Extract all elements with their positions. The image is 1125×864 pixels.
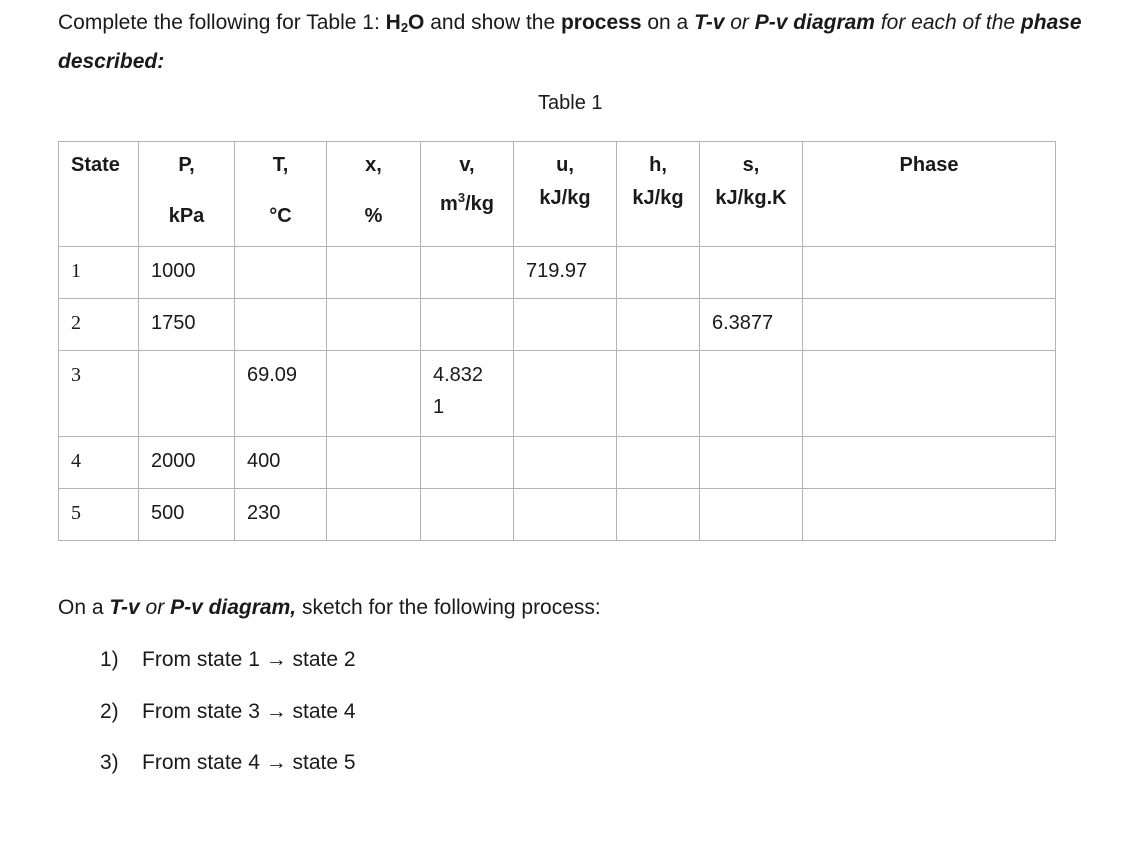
cell-enthalpy (617, 247, 700, 299)
intro-text: Complete the following for Table 1: (58, 11, 386, 34)
process-list (100, 648, 356, 803)
cell-internal-energy: 719.97 (514, 247, 617, 299)
table-row-state-4 (59, 437, 1056, 489)
emphasis-phase: phase described: (58, 11, 1082, 73)
list-item: 3) From state 4 → state 5 (100, 751, 356, 774)
cell-specific-volume (421, 299, 514, 351)
emphasis-pv: P-v diagram (754, 11, 875, 34)
cell-enthalpy (617, 437, 700, 489)
cell-temperature: 69.09 (235, 351, 327, 437)
table-row-state-5 (59, 489, 1056, 541)
emphasis-pv: P-v diagram, (170, 596, 297, 619)
cell-pressure: 1750 (139, 299, 235, 351)
formula: $H_2O$ (385, 11, 425, 35)
header-enthalpy: h, kJ/kg (617, 142, 700, 247)
cell-phase (803, 489, 1056, 541)
header-specific-volume: v, $m^3/kg$ (421, 142, 514, 247)
cell-enthalpy (617, 351, 700, 437)
header-pressure: P, kPa (139, 142, 235, 247)
cell-phase (803, 299, 1056, 351)
header-entropy: s, kJ/kg.K (700, 142, 803, 247)
cell-entropy (700, 351, 803, 437)
emphasis-tv: T-v (109, 596, 140, 619)
cell-internal-energy (514, 299, 617, 351)
cell-state: 2 (59, 299, 139, 351)
cell-pressure: 2000 (139, 437, 235, 489)
cell-temperature: 400 (235, 437, 327, 489)
sketch-instruction: On a T-v or P-v diagram, sketch for the following process: (58, 596, 601, 619)
cell-internal-energy (514, 351, 617, 437)
table-row-state-2 (59, 299, 1056, 351)
cell-specific-volume (421, 489, 514, 541)
cell-entropy (700, 437, 803, 489)
cell-quality (327, 299, 421, 351)
cell-internal-energy (514, 489, 617, 541)
cell-temperature: 230 (235, 489, 327, 541)
cell-quality (327, 247, 421, 299)
list-item: 2) From state 3 → state 4 (100, 699, 356, 723)
table-caption: Table 1 (538, 92, 603, 114)
table-row-state-3 (59, 351, 1056, 437)
emphasis-tv: T-v (694, 11, 725, 34)
list-item: 1) From state 1 → state 2 (100, 648, 356, 671)
cell-state: 3 (59, 351, 139, 437)
header-temperature: T, °C (235, 142, 327, 247)
header-quality: x, % (327, 142, 421, 247)
cell-state: 4 (59, 437, 139, 489)
cell-quality (327, 489, 421, 541)
cell-specific-volume (421, 247, 514, 299)
cell-phase (803, 351, 1056, 437)
cell-enthalpy (617, 489, 700, 541)
cell-entropy (700, 489, 803, 541)
cell-specific-volume: 4.832 1 (421, 351, 514, 437)
cell-phase (803, 437, 1056, 489)
cell-temperature (235, 299, 327, 351)
emphasis-process: process (560, 11, 642, 34)
cell-entropy (700, 247, 803, 299)
cell-enthalpy (617, 299, 700, 351)
header-phase: Phase (803, 142, 1056, 247)
table-row-state-1 (59, 247, 1056, 299)
cell-entropy: 6.3877 (700, 299, 803, 351)
cell-temperature (235, 247, 327, 299)
cell-state: 1 (59, 247, 139, 299)
cell-pressure (139, 351, 235, 437)
cell-pressure: 500 (139, 489, 235, 541)
header-internal-energy: u, kJ/kg (514, 142, 617, 247)
cell-specific-volume (421, 437, 514, 489)
cell-state: 5 (59, 489, 139, 541)
table-header-row (59, 142, 1056, 247)
cell-pressure: 1000 (139, 247, 235, 299)
header-state: State (59, 142, 139, 247)
cell-phase (803, 247, 1056, 299)
cell-internal-energy (514, 437, 617, 489)
properties-table (58, 141, 1056, 541)
cell-quality (327, 351, 421, 437)
instructions-paragraph: Complete the following for Table 1: $H_2O$ and show the process on a T-v or P-v diagram for each of the phase described: (58, 11, 1082, 73)
cell-quality (327, 437, 421, 489)
